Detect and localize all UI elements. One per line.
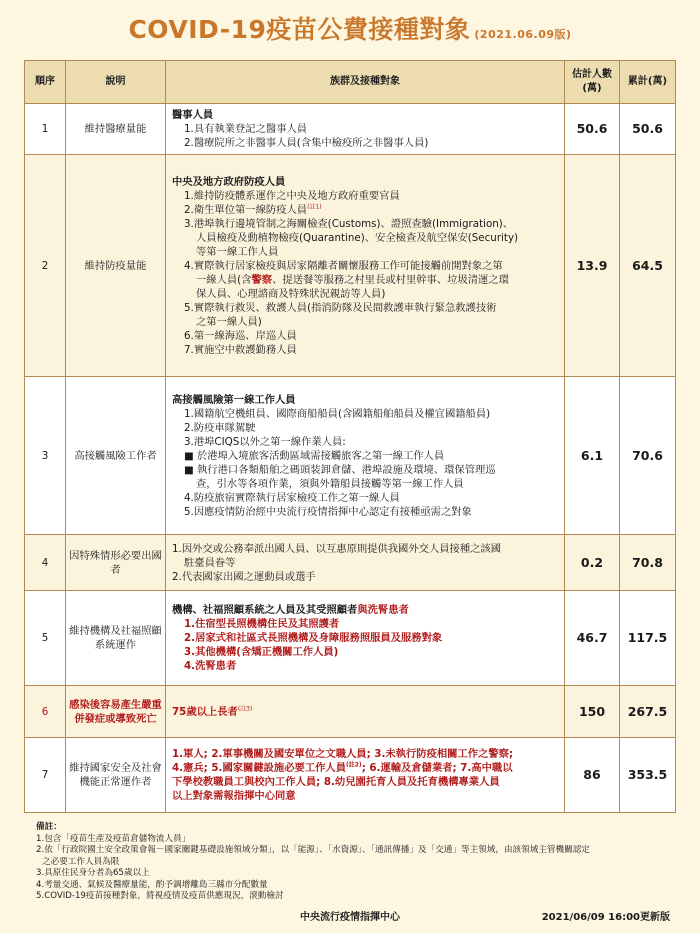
row-target xyxy=(166,738,565,813)
row-target xyxy=(166,686,565,738)
row-desc: 維持防疫量能 xyxy=(66,155,166,377)
header-cum: 累計(萬) xyxy=(620,61,676,104)
row-item: 4.實際執行居家檢疫與居家隔離者關懷服務工作可能接觸前開對象之第 xyxy=(184,259,503,272)
row-item: ■ 執行港口各類船舶之碼頭装卸倉儲、港埠設施及環境、環保管理巡 xyxy=(184,463,496,476)
note-ref: (註1) xyxy=(307,203,322,211)
row-est: 13.9 xyxy=(565,155,620,377)
row-item: 2.防疫車隊駕駛 xyxy=(184,421,256,434)
row-item: 查，引水等各項作業，須與外籍船員接觸等第一線工作人員 xyxy=(196,477,464,490)
footer-issuer: 中央流行疫情指揮中心 xyxy=(300,912,400,923)
row-seq: 2 xyxy=(25,155,66,377)
title-date: (2021.06.09版) xyxy=(474,28,572,41)
note-ref: (註3) xyxy=(237,705,253,713)
row-est: 150 xyxy=(565,686,620,738)
row-heading: 中央及地方政府防疫人員 xyxy=(172,175,286,188)
row-item: 6.第一線海巡、岸巡人員 xyxy=(184,329,297,342)
header-seq: 順序 xyxy=(25,61,66,104)
row-item: 3.其他機構(含矯正機關工作人員) xyxy=(184,646,339,658)
row-item: 駐臺員眷等 xyxy=(184,556,236,569)
row-item: 等第一線工作人員 xyxy=(196,245,279,258)
row-est: 46.7 xyxy=(565,591,620,686)
notes xyxy=(36,822,676,903)
vaccine-priority-table xyxy=(24,60,676,813)
row-est: 6.1 xyxy=(565,377,620,535)
row-cum: 70.8 xyxy=(620,535,676,591)
row-seq: 3 xyxy=(25,377,66,535)
row-item: 3.港埠CIQS以外之第一線作業人員: xyxy=(184,435,346,448)
row-item-text: ; 6.運輸及倉儲業者; 7.高中職以 xyxy=(361,762,513,774)
row-desc: 維持國家安全及社會機能正常運作者 xyxy=(66,738,166,813)
header-target: 族群及接種對象 xyxy=(166,61,565,104)
row-heading-text: 機構、社福照顧系統之人員及其受照顧者 xyxy=(172,604,358,616)
row-item: 以上對象需報指揮中心同意 xyxy=(172,790,296,802)
row-desc: 因特殊情形必要出國者 xyxy=(66,535,166,591)
row-target xyxy=(166,591,565,686)
row-item: 5.實際執行救災、救護人員(指消防隊及民間救護車執行緊急救護技術 xyxy=(184,301,497,314)
row-item-text: 一線人員(含 xyxy=(196,273,252,286)
row-item: 1.具有執業登記之醫事人員 xyxy=(184,123,308,135)
row-cum: 70.6 xyxy=(620,377,676,535)
row-item: 1.國籍航空機組員、國際商船船員(含國籍船舶船員及權宜國籍船員) xyxy=(184,407,491,420)
row-item-text: 75歲以上長者 xyxy=(172,705,238,718)
table-row xyxy=(25,535,676,591)
header-desc: 說明 xyxy=(66,61,166,104)
police-highlight: 警察 xyxy=(251,273,273,286)
row-item-text: 2.衛生單位第一線防疫人員 xyxy=(184,203,308,216)
row-item: 保人員、心理諮商及特殊狀況親訪等人員) xyxy=(196,287,386,300)
table-row xyxy=(25,686,676,738)
note-ref: (註2) xyxy=(346,761,362,769)
note-line: 之必要工作人員為限 xyxy=(42,856,120,867)
notes-label: 備註： xyxy=(36,822,62,832)
note-line: 5.COVID-19疫苗接種對象，將視疫情及疫苗供應現況，滾動檢討 xyxy=(36,891,284,901)
row-seq: 7 xyxy=(25,738,66,813)
note-line: 1.包含「疫苗生產及疫苗倉儲物流人員」 xyxy=(36,833,191,844)
row-desc: 高接觸風險工作者 xyxy=(66,377,166,535)
table-row xyxy=(25,738,676,813)
row-item: 5.因應疫情防治經中央流行疫情指揮中心認定有接種亟需之對象 xyxy=(184,505,472,518)
note-line: 2.依「行政院國土安全政策會報－國家關鍵基礎設施領域分類」，以「能源」、「水資源」、「通訊傳播」及「交通」等主領域，由該領域主管機關認定 xyxy=(36,845,590,855)
row-est: 0.2 xyxy=(565,535,620,591)
page-title xyxy=(0,10,700,46)
row-target xyxy=(166,155,565,377)
row-item: 之第一線人員) xyxy=(196,315,262,328)
row-item xyxy=(172,761,558,775)
row-heading-highlight: 與洗腎患者 xyxy=(357,604,409,616)
header-est: 估計人數(萬) xyxy=(565,61,620,104)
row-est: 50.6 xyxy=(565,104,620,155)
row-cum: 353.5 xyxy=(620,738,676,813)
note-line: 4.考量交通、氣候及醫療量能，酌予調增離島三縣市分配數量 xyxy=(36,879,268,890)
row-item: 4.防疫旅宿實際執行居家檢疫工作之第一線人員 xyxy=(184,491,400,504)
row-seq-text: 6 xyxy=(41,705,49,718)
row-item-text: 4.憲兵; 5.國家關鍵設施必要工作人員 xyxy=(172,762,347,774)
row-seq: 1 xyxy=(25,104,66,155)
row-item: 4.洗腎患者 xyxy=(184,660,237,672)
row-cum: 64.5 xyxy=(620,155,676,377)
row-item: 人員檢疫及動植物檢疫(Quarantine)、安全檢查及航空保安(Security) xyxy=(196,231,519,244)
table-row xyxy=(25,155,676,377)
table-row xyxy=(25,104,676,155)
row-item xyxy=(172,203,558,217)
row-target xyxy=(166,377,565,535)
row-target xyxy=(166,535,565,591)
row-item: 1.住宿型長照機構住民及其照護者 xyxy=(184,618,340,630)
row-target xyxy=(166,104,565,155)
row-item: 1.維持防疫體系運作之中央及地方政府重要官員 xyxy=(184,189,400,202)
row-item-text: 、提送餐等服務之村里長或村里幹事、垃圾清運之環 xyxy=(272,273,509,286)
row-item: 2.代表國家出國之運動員或選手 xyxy=(172,570,316,583)
row-seq: 4 xyxy=(25,535,66,591)
footer-version: 2021/06/09 16:00更新版 xyxy=(541,912,670,923)
table-row xyxy=(25,591,676,686)
row-item: 2.居家式和社區式長照機構及身障服務照服員及服務對象 xyxy=(184,632,443,644)
note-line: 3.具原住民身分者為65歲以上 xyxy=(36,868,150,878)
row-desc-text: 感染後容易產生嚴重併發症或導致死亡 xyxy=(69,698,162,725)
row-item: 7.實施空中救護勤務人員 xyxy=(184,343,297,356)
row-desc: 維持醫療量能 xyxy=(66,104,166,155)
row-item: 1.軍人; 2.軍事機關及國安單位之文職人員; 3.未執行防疫相關工作之警察; xyxy=(172,748,514,760)
title-text: COVID-19疫苗公費接種對象 xyxy=(128,15,471,44)
row-seq xyxy=(25,686,66,738)
row-desc: 維持機構及社福照顧系統運作 xyxy=(66,591,166,686)
row-item: 2.醫療院所之非醫事人員(含集中檢疫所之非醫事人員) xyxy=(184,137,429,149)
row-seq: 5 xyxy=(25,591,66,686)
row-item: 下學校教職員工與校內工作人員; 8.幼兒園托育人員及托育機構專業人員 xyxy=(172,776,500,788)
row-heading: 醫事人員 xyxy=(172,109,214,121)
table-header-row xyxy=(25,61,676,104)
table-row xyxy=(25,377,676,535)
row-heading: 高接觸風險第一線工作人員 xyxy=(172,393,296,406)
row-cum: 267.5 xyxy=(620,686,676,738)
row-cum: 117.5 xyxy=(620,591,676,686)
row-desc xyxy=(66,686,166,738)
row-cum: 50.6 xyxy=(620,104,676,155)
row-item: 1.因外交或公務奉派出國人員、以互惠原則提供我國外交人員接種之該國 xyxy=(172,542,502,555)
row-heading xyxy=(172,603,558,617)
row-item xyxy=(172,273,558,287)
row-item: ■ 於港埠入境旅客活動區域需接觸旅客之第一線工作人員 xyxy=(184,449,445,462)
row-item: 3.港埠執行邊境管制之海關檢查(Customs)、證照查驗(Immigration)、 xyxy=(184,217,514,230)
row-est: 86 xyxy=(565,738,620,813)
